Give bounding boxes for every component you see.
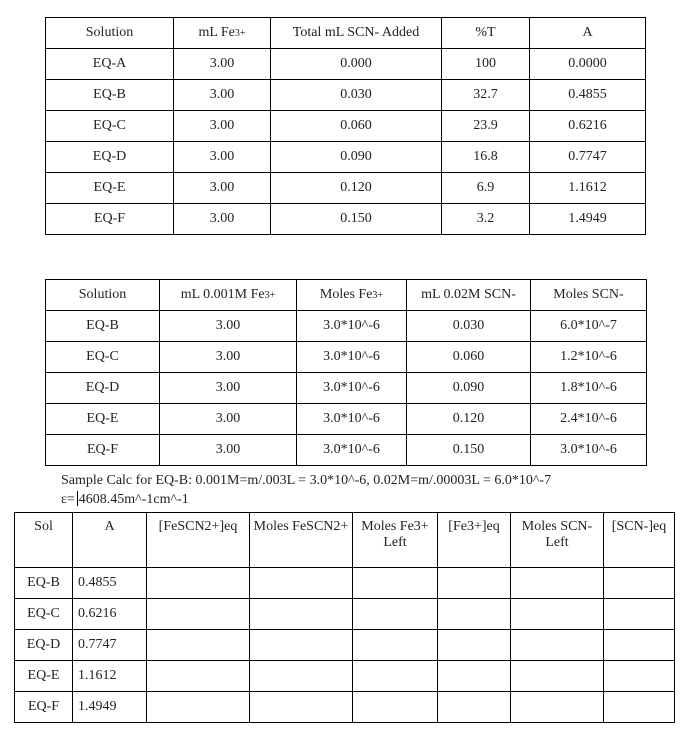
table-cell: 3.00	[160, 435, 297, 466]
table-cell: 100	[442, 49, 530, 80]
table-cell: 0.000	[271, 49, 442, 80]
table-row	[46, 342, 647, 373]
table-cell: 0.120	[271, 173, 442, 204]
empty-cell[interactable]	[511, 568, 604, 599]
table-cell: 0.060	[271, 111, 442, 142]
header-cell: A	[73, 513, 147, 568]
header-text: mL Fe	[198, 24, 235, 40]
header-cell: Total mL SCN- Added	[271, 18, 442, 49]
empty-cell[interactable]	[511, 630, 604, 661]
table-row	[46, 311, 647, 342]
empty-cell[interactable]	[353, 630, 438, 661]
table-cell: EQ-E	[46, 173, 174, 204]
table-cell: 2.4*10^-6	[531, 404, 647, 435]
table-cell: 3.0*10^-6	[297, 311, 407, 342]
table-cell: 0.150	[407, 435, 531, 466]
table-cell: 0.090	[271, 142, 442, 173]
table-cell: 3.00	[174, 80, 271, 111]
text-cursor	[77, 491, 78, 506]
header-cell: mL 0.02M SCN-	[407, 280, 531, 311]
table-row	[15, 630, 675, 661]
table-cell: 3.0*10^-6	[297, 435, 407, 466]
table-header-row	[46, 18, 646, 49]
empty-cell[interactable]	[250, 599, 353, 630]
moles-table	[45, 279, 647, 466]
table-cell: 0.060	[407, 342, 531, 373]
header-cell: Moles SCN-	[531, 280, 647, 311]
table-cell: 3.0*10^-6	[297, 404, 407, 435]
empty-cell[interactable]	[511, 599, 604, 630]
table-cell: EQ-D	[15, 630, 73, 661]
table-row	[46, 80, 646, 111]
header-text: Moles Fe	[319, 286, 373, 302]
table-cell: EQ-F	[46, 204, 174, 235]
table-cell: 0.120	[407, 404, 531, 435]
empty-cell[interactable]	[511, 692, 604, 723]
empty-cell[interactable]	[147, 599, 250, 630]
table-row	[46, 204, 646, 235]
header-text: mL 0.001M Fe	[180, 286, 265, 302]
table-cell: EQ-C	[46, 111, 174, 142]
table-row	[46, 49, 646, 80]
table-header-row	[46, 280, 647, 311]
empty-cell[interactable]	[604, 661, 675, 692]
table-cell: 3.00	[174, 173, 271, 204]
header-cell: Moles FeSCN2+	[250, 513, 353, 568]
table-cell: 0.090	[407, 373, 531, 404]
empty-cell[interactable]	[604, 630, 675, 661]
table-cell: 0.7747	[73, 630, 147, 661]
table-cell: 3.00	[160, 404, 297, 435]
table-cell: EQ-E	[15, 661, 73, 692]
table-row	[15, 692, 675, 723]
empty-cell[interactable]	[353, 599, 438, 630]
table-cell: EQ-F	[46, 435, 160, 466]
table-cell: EQ-B	[15, 568, 73, 599]
table-cell: 0.6216	[73, 599, 147, 630]
header-cell	[174, 18, 271, 49]
table-cell: 0.4855	[530, 80, 646, 111]
epsilon-prefix: ε=	[61, 492, 75, 507]
table-cell: 6.0*10^-7	[531, 311, 647, 342]
table-cell: 0.6216	[530, 111, 646, 142]
table-cell: 0.0000	[530, 49, 646, 80]
table-cell: EQ-E	[46, 404, 160, 435]
table-cell: 3.00	[160, 342, 297, 373]
table-row	[15, 661, 675, 692]
empty-cell[interactable]	[438, 630, 511, 661]
table-cell: 3.00	[174, 49, 271, 80]
table-cell: 0.150	[271, 204, 442, 235]
table-row	[15, 568, 675, 599]
empty-cell[interactable]	[511, 661, 604, 692]
empty-cell[interactable]	[147, 692, 250, 723]
equilibrium-table	[14, 512, 675, 723]
table-cell: 1.8*10^-6	[531, 373, 647, 404]
empty-cell[interactable]	[250, 630, 353, 661]
table-cell: 1.1612	[73, 661, 147, 692]
table-cell: 3.00	[174, 111, 271, 142]
table-row	[46, 111, 646, 142]
table-cell: 3.2	[442, 204, 530, 235]
table-row	[46, 142, 646, 173]
superscript: 3+	[372, 289, 384, 301]
table-cell: EQ-B	[46, 80, 174, 111]
header-cell: A	[530, 18, 646, 49]
table-cell: EQ-D	[46, 142, 174, 173]
table-cell: 1.2*10^-6	[531, 342, 647, 373]
empty-cell[interactable]	[147, 568, 250, 599]
table-row	[46, 373, 647, 404]
empty-cell[interactable]	[353, 692, 438, 723]
empty-cell[interactable]	[147, 661, 250, 692]
table-cell: EQ-D	[46, 373, 160, 404]
header-cell: [SCN-]eq	[604, 513, 675, 568]
table-header-row	[15, 513, 675, 568]
table-cell: EQ-F	[15, 692, 73, 723]
table-cell: 6.9	[442, 173, 530, 204]
empty-cell[interactable]	[604, 599, 675, 630]
table-cell: 0.7747	[530, 142, 646, 173]
header-cell: [Fe3+]eq	[438, 513, 511, 568]
table-row	[15, 599, 675, 630]
table-row	[46, 435, 647, 466]
empty-cell[interactable]	[604, 692, 675, 723]
table-cell: 23.9	[442, 111, 530, 142]
table-cell: 0.4855	[73, 568, 147, 599]
header-cell: Solution	[46, 18, 174, 49]
header-cell: Moles Fe3+ Left	[353, 513, 438, 568]
absorbance-table	[45, 17, 646, 235]
table-cell: 16.8	[442, 142, 530, 173]
table-cell: 1.4949	[530, 204, 646, 235]
table-row	[46, 173, 646, 204]
table-cell: 0.030	[407, 311, 531, 342]
table-cell: EQ-B	[46, 311, 160, 342]
table-cell: 1.4949	[73, 692, 147, 723]
table-cell: EQ-A	[46, 49, 174, 80]
empty-cell[interactable]	[147, 630, 250, 661]
empty-cell[interactable]	[438, 599, 511, 630]
table-cell: 32.7	[442, 80, 530, 111]
header-cell	[160, 280, 297, 311]
empty-cell[interactable]	[353, 568, 438, 599]
table-cell: 3.0*10^-6	[297, 342, 407, 373]
sample-calc-text: Sample Calc for EQ-B: 0.001M=m/.003L = 3.0*10^-6, 0.02M=m/.00003L = 6.0*10^-7	[61, 473, 552, 488]
empty-cell[interactable]	[438, 661, 511, 692]
table-cell: 3.00	[160, 373, 297, 404]
table-cell: EQ-C	[15, 599, 73, 630]
empty-cell[interactable]	[438, 568, 511, 599]
header-cell: [FeSCN2+]eq	[147, 513, 250, 568]
empty-cell[interactable]	[250, 692, 353, 723]
empty-cell[interactable]	[353, 661, 438, 692]
header-cell: %T	[442, 18, 530, 49]
header-cell	[297, 280, 407, 311]
table-cell: 0.030	[271, 80, 442, 111]
table-cell: 3.0*10^-6	[531, 435, 647, 466]
table-cell: 3.00	[160, 311, 297, 342]
empty-cell[interactable]	[250, 568, 353, 599]
epsilon-line[interactable]	[61, 491, 189, 509]
empty-cell[interactable]	[604, 568, 675, 599]
superscript: 3+	[264, 289, 276, 301]
table-cell: 3.00	[174, 204, 271, 235]
header-cell: Moles SCN- Left	[511, 513, 604, 568]
header-cell: Solution	[46, 280, 160, 311]
empty-cell[interactable]	[438, 692, 511, 723]
empty-cell[interactable]	[250, 661, 353, 692]
table-cell: EQ-C	[46, 342, 160, 373]
table-cell: 1.1612	[530, 173, 646, 204]
table-row	[46, 404, 647, 435]
epsilon-value: 4608.45m^-1cm^-1	[78, 492, 189, 507]
superscript: 3+	[234, 27, 246, 39]
table-cell: 3.0*10^-6	[297, 373, 407, 404]
header-cell: Sol	[15, 513, 73, 568]
table-cell: 3.00	[174, 142, 271, 173]
